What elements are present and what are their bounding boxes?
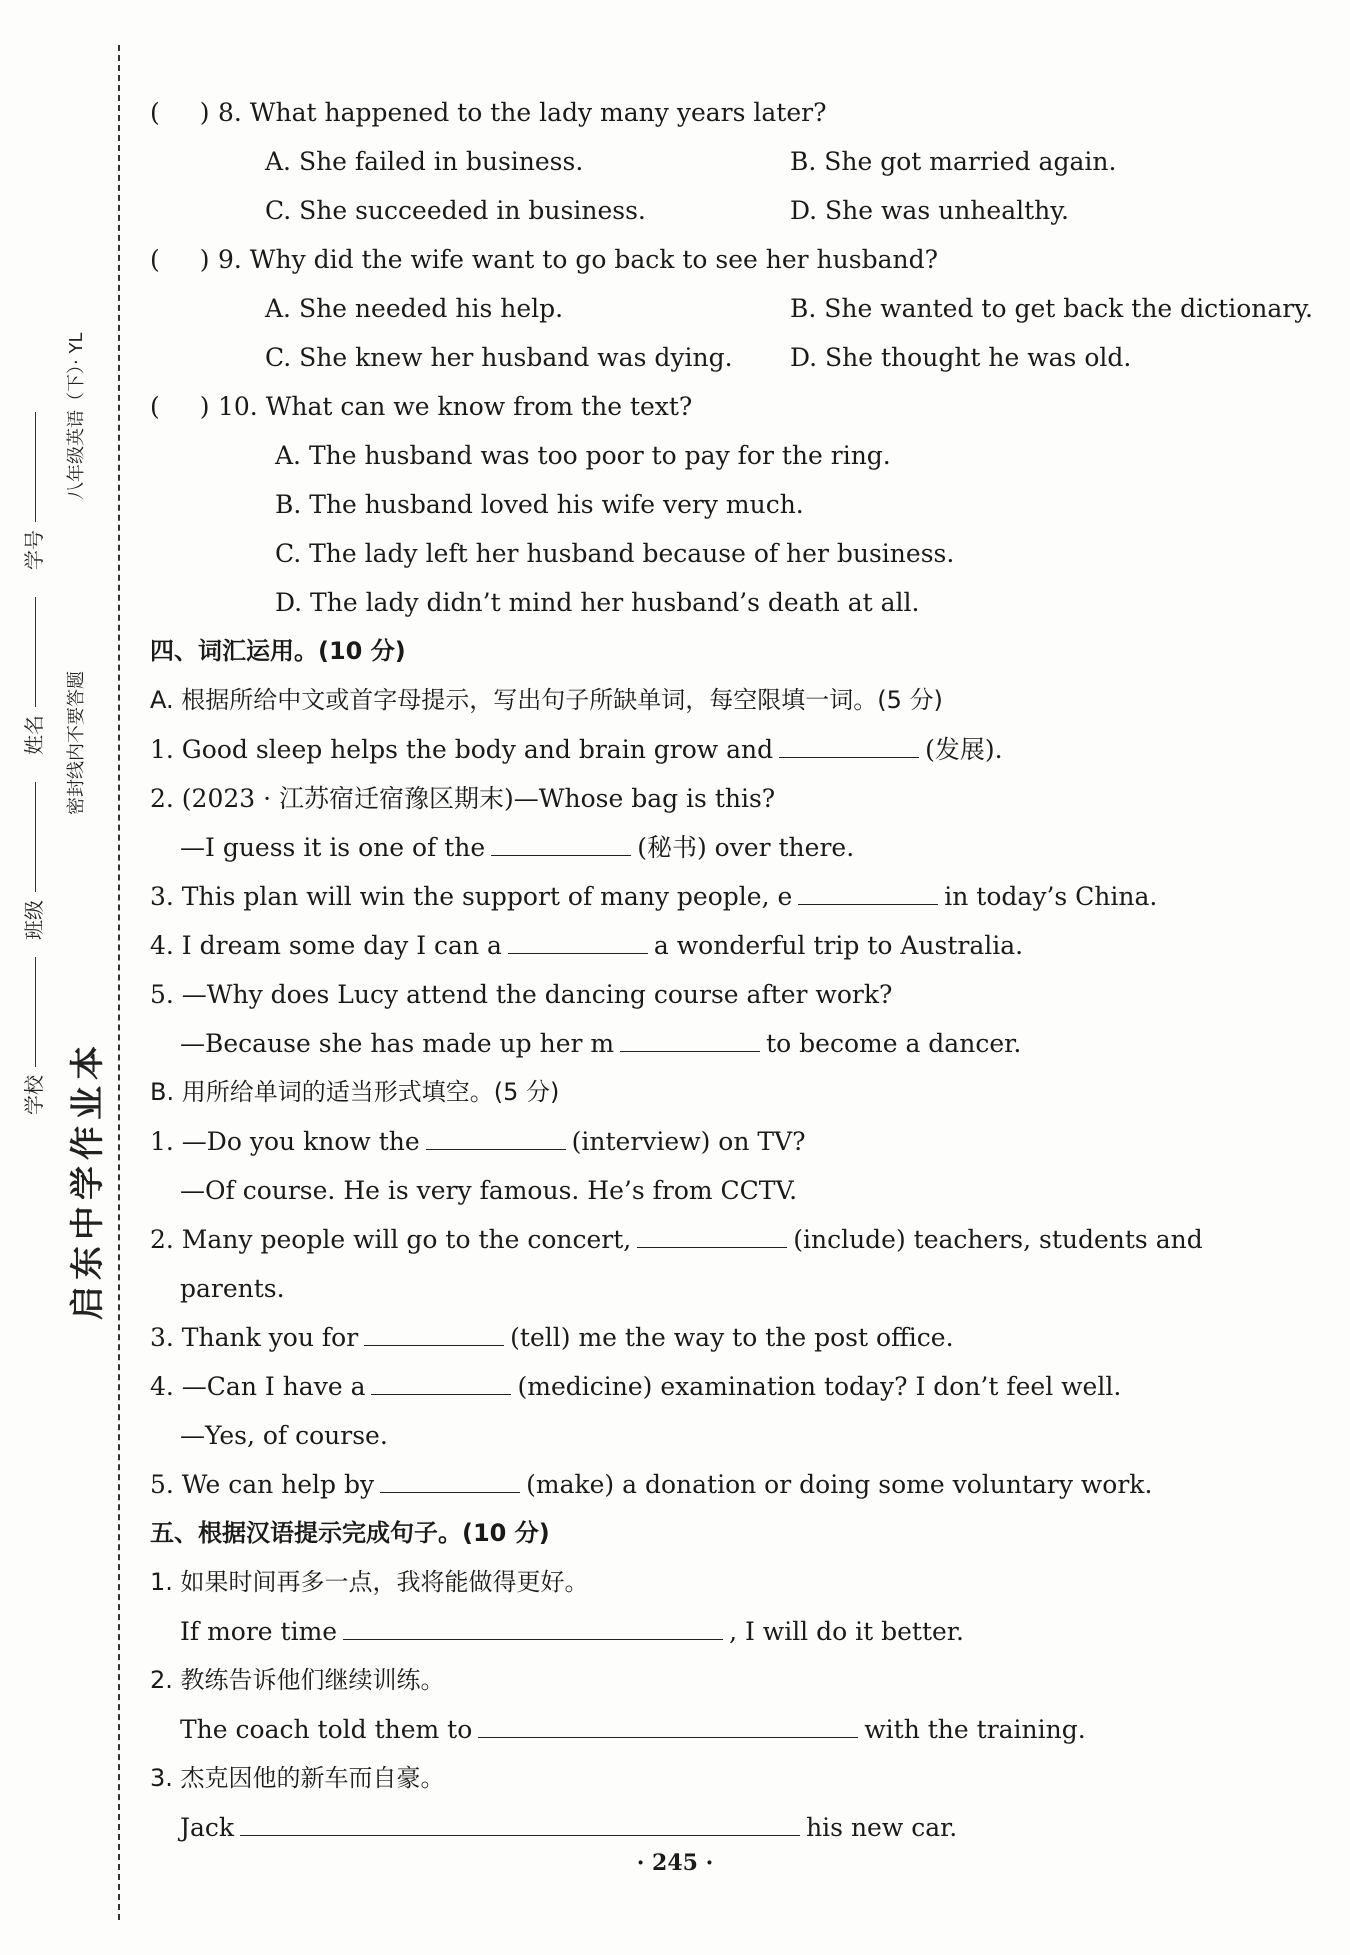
vocab-b1: 1. —Do you know the (interview) on TV?: [150, 1127, 806, 1156]
vocab-a2: 2. (2023 · 江苏宿迁宿豫区期末)—Whose bag is this?: [150, 784, 776, 813]
option-b: B. She got married again.: [790, 147, 1117, 176]
translate-3: Jack his new car.: [180, 1813, 958, 1842]
translate-2: The coach told them to with the training.: [180, 1715, 1086, 1744]
option-c: C. The lady left her husband because of her business.: [275, 539, 955, 568]
option-a: A. She needed his help.: [265, 294, 564, 323]
answer-blank[interactable]: [637, 1223, 787, 1248]
vocab-a1: 1. Good sleep helps the body and brain grow and (发展).: [150, 735, 1003, 764]
answer-blank[interactable]: [371, 1370, 511, 1395]
answer-blank[interactable]: [478, 1713, 858, 1738]
answer-bracket: ( ): [150, 392, 210, 421]
translate-1: If more time , I will do it better.: [180, 1617, 964, 1646]
options-row: [150, 284, 1320, 333]
class-label: 班级: [18, 782, 47, 940]
question-stem: 8. What happened to the lady many years later?: [218, 98, 827, 127]
vocab-b2-line2: parents.: [180, 1274, 285, 1303]
vocab-a5: 5. —Why does Lucy attend the dancing course after work?: [150, 980, 893, 1009]
answer-bracket: ( ): [150, 98, 210, 127]
vocab-a3: 3. This plan will win the support of many people, e in today’s China.: [150, 882, 1158, 911]
options-row: [150, 333, 1320, 382]
options-row: [150, 137, 1320, 186]
answer-blank[interactable]: [426, 1125, 566, 1150]
part-a-title: A. 根据所给中文或首字母提示，写出句子所缺单词，每空限填一词。(5 分): [150, 686, 943, 714]
translate-1-cn: 1. 如果时间再多一点，我将能做得更好。: [150, 1568, 589, 1596]
vocab-b4: 4. —Can I have a (medicine) examination today? I don’t feel well.: [150, 1372, 1122, 1401]
seal-line: [118, 45, 120, 1920]
answer-bracket: ( ): [150, 245, 210, 274]
answer-blank[interactable]: [240, 1811, 800, 1836]
question-10: [150, 382, 1320, 431]
seal-note: 密封线内不要答题: [66, 671, 87, 815]
binding-margin: [0, 0, 130, 1955]
answer-blank[interactable]: [620, 1027, 760, 1052]
vocab-b3: 3. Thank you for (tell) me the way to the post office.: [150, 1323, 954, 1352]
answer-blank[interactable]: [779, 733, 919, 758]
part-b-title: B. 用所给单词的适当形式填空。(5 分): [150, 1078, 560, 1106]
question-9: [150, 235, 1320, 284]
option-b: B. The husband loved his wife very much.: [275, 490, 804, 519]
vocab-b5: 5. We can help by (make) a donation or doing some voluntary work.: [150, 1470, 1153, 1499]
translate-3-cn: 3. 杰克因他的新车而自豪。: [150, 1764, 445, 1792]
section-5-title: 五、根据汉语提示完成句子。(10 分): [150, 1519, 550, 1547]
translate-2-cn: 2. 教练告诉他们继续训练。: [150, 1666, 445, 1694]
id-label: 学号: [18, 412, 47, 570]
option-c: C. She succeeded in business.: [265, 196, 646, 225]
school-label: 学校: [18, 957, 47, 1115]
question-stem: 9. Why did the wife want to go back to see her husband?: [218, 245, 938, 274]
section-4-title: 四、词汇运用。(10 分): [150, 637, 406, 665]
answer-blank[interactable]: [491, 831, 631, 856]
answer-blank[interactable]: [343, 1615, 723, 1640]
answer-blank[interactable]: [798, 880, 938, 905]
question-stem: 10. What can we know from the text?: [218, 392, 693, 421]
options-row: [150, 186, 1320, 235]
vocab-b2: 2. Many people will go to the concert, (include) teachers, students and: [150, 1225, 1203, 1254]
option-c: C. She knew her husband was dying.: [265, 343, 733, 372]
vocab-a2-line2: —I guess it is one of the (秘书) over there.: [180, 833, 855, 862]
brand-title: 启东中学作业本: [68, 1040, 108, 1320]
option-b: B. She wanted to get back the dictionary.: [790, 294, 1313, 323]
question-8: [150, 88, 1320, 137]
name-label: 姓名: [18, 597, 47, 755]
answer-blank[interactable]: [508, 929, 648, 954]
option-d: D. She thought he was old.: [790, 343, 1132, 372]
option-a: A. The husband was too poor to pay for the ring.: [275, 441, 891, 470]
answer-blank[interactable]: [364, 1321, 504, 1346]
vocab-b1-line2: —Of course. He is very famous. He’s from CCTV.: [180, 1176, 798, 1205]
option-d: D. The lady didn’t mind her husband’s death at all.: [275, 588, 920, 617]
page-number: · 245 ·: [636, 1850, 714, 1876]
book-title: 八年级英语（下）· YL: [66, 332, 87, 500]
answer-blank[interactable]: [380, 1468, 520, 1493]
option-d: D. She was unhealthy.: [790, 196, 1069, 225]
vocab-b4-line2: —Yes, of course.: [180, 1421, 388, 1450]
vocab-a4: 4. I dream some day I can a a wonderful trip to Australia.: [150, 931, 1024, 960]
page-content: [150, 88, 1320, 1852]
option-a: A. She failed in business.: [265, 147, 584, 176]
vocab-a5-line2: —Because she has made up her m to become a dancer.: [180, 1029, 1022, 1058]
